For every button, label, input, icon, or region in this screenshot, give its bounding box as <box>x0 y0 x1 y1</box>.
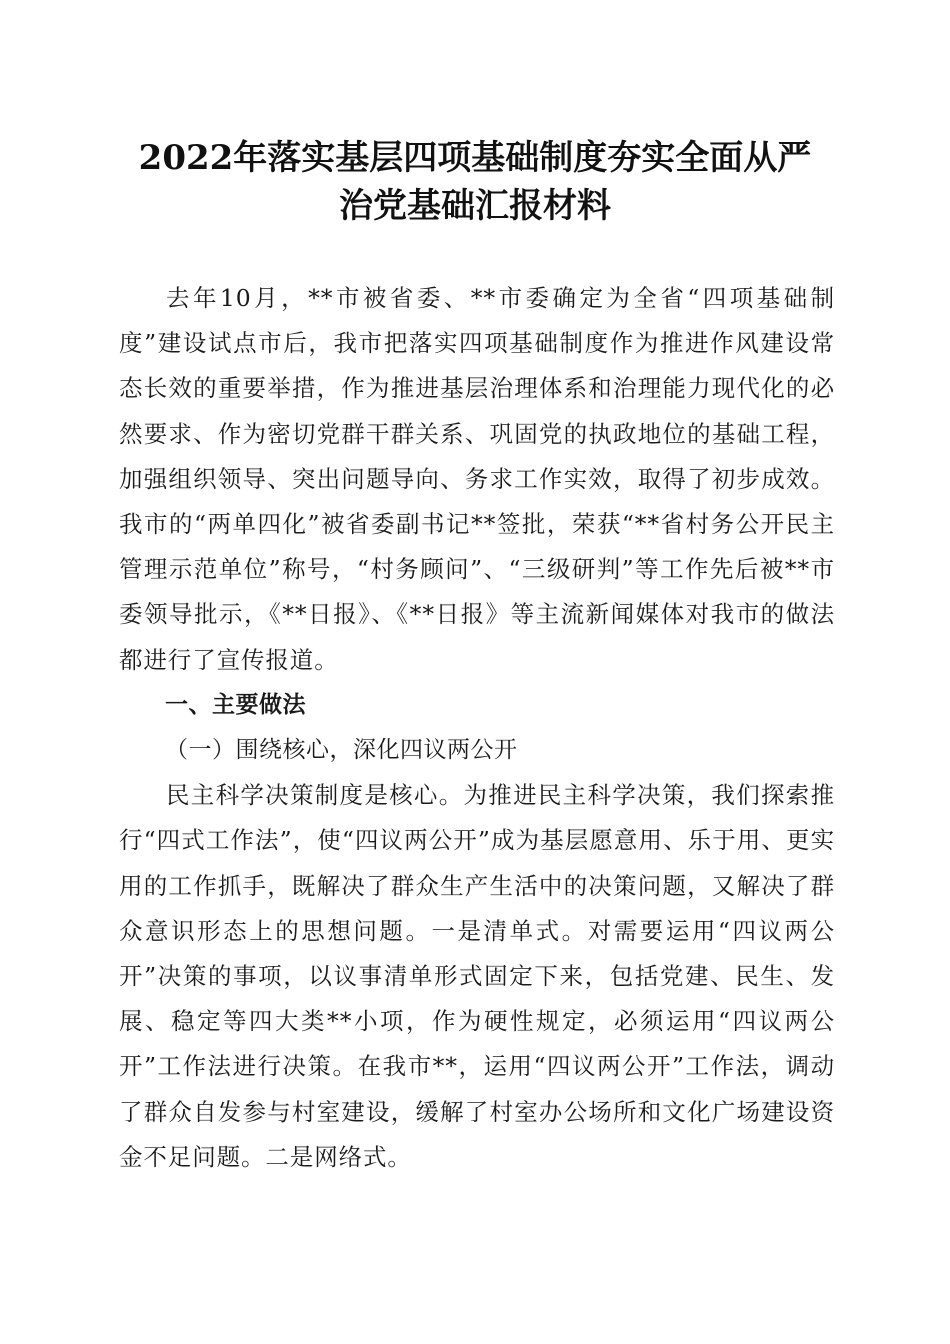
intro-paragraph: 去年10月，**市被省委、**市委确定为全省“四项基础制度”建设试点市后，我市把落实四项基础制度作为推进作风建设常态长效的重要举措，作为推进基层治理体系和治理能力现代化的必然要求、作为密切党群干群关系、巩固党的执政地位的基础工程，加强组织领导、突出问题导向、务求工作实效，取得了初步成效。我市的“两单四化”被省委副书记**签批，荣获“**省村务公开民主管理示范单位”称号，“村务顾问”、“三级研判”等工作先后被**市委领导批示，《**日报》、《**日报》等主流新闻媒体对我市的做法都进行了宣传报道。 <box>119 284 835 674</box>
subsection-heading: （一）围绕核心，深化四议两公开 <box>165 737 518 764</box>
document-title-line1: 2022年落实基层四项基础制度夯实全面从严 <box>138 138 812 178</box>
section-heading: 一、主要做法 <box>165 691 306 718</box>
document-body <box>119 276 835 1180</box>
document-title-line2: 治党基础汇报材料 <box>339 186 611 226</box>
subsection-paragraph: 民主科学决策制度是核心。为推进民主科学决策，我们探索推行“四式工作法”，使“四议两公开”成为基层愿意用、乐于用、更实用的工作抓手，既解决了群众生产生活中的决策问题，又解决了群众意识形态上的思想问题。一是清单式。对需要运用“四议两公开”决策的事项，以议事清单形式固定下来，包括党建、民生、发展、稳定等四大类**小项，作为硬性规定，必须运用“四议两公开”工作法进行决策。在我市**，运用“四议两公开”工作法，调动了群众自发参与村室建设，缓解了村室办公场所和文化广场建设资金不足问题。二是网络式。 <box>119 781 835 1171</box>
